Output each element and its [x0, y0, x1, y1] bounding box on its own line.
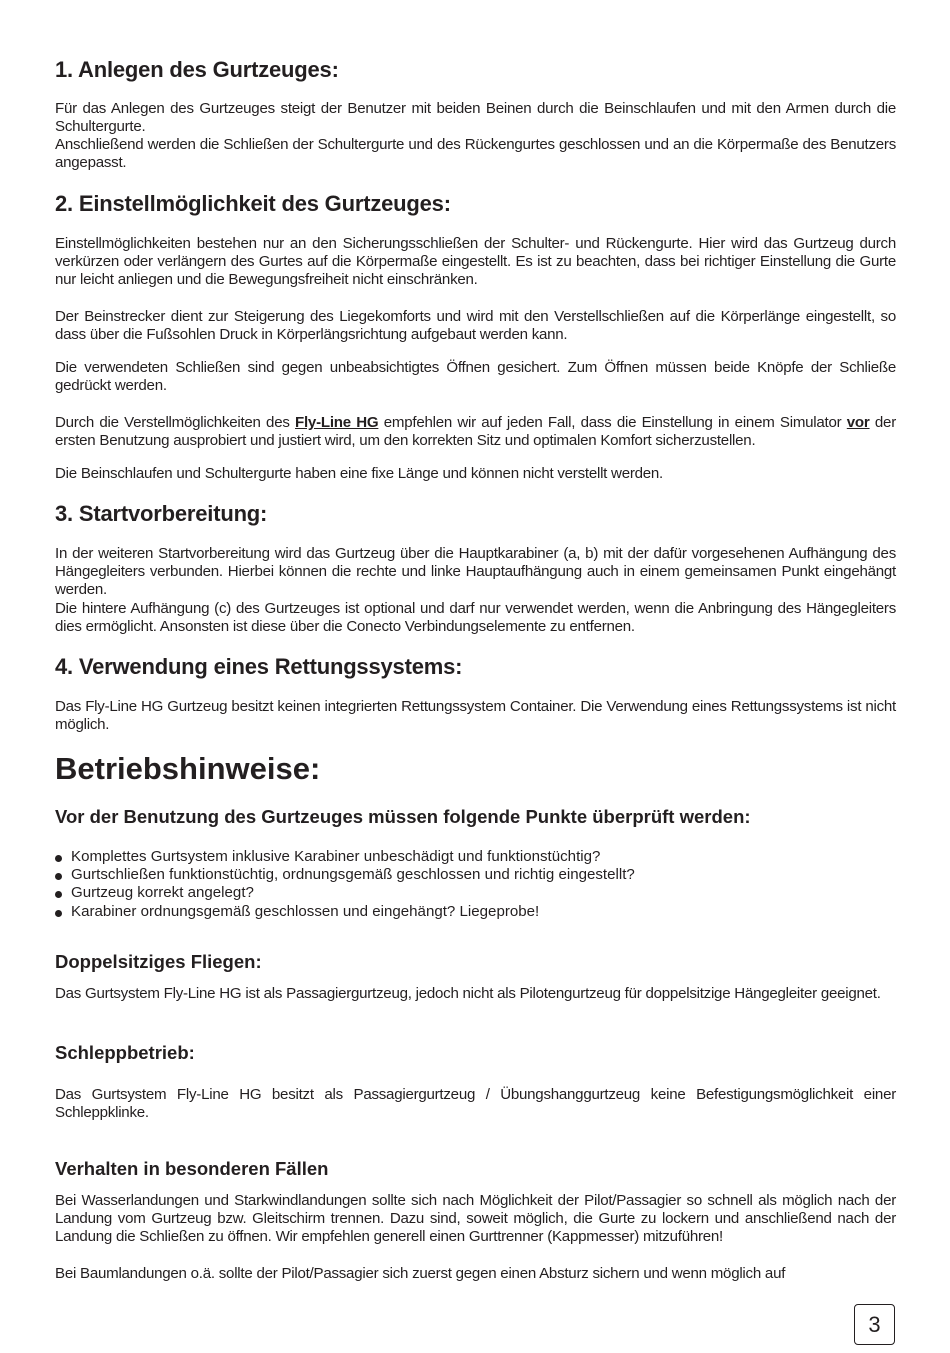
bullet-icon: [55, 873, 62, 880]
text-run: empfehlen wir auf jeden Fall, dass die Einstellung in einem Simulator: [378, 414, 847, 431]
list-item: [55, 903, 896, 921]
doppelsitzig-heading: Doppelsitziges Fliegen:: [55, 951, 262, 972]
emphasis-vor: vor: [846, 414, 870, 431]
list-item: [55, 848, 896, 866]
checklist-heading: Vor der Benutzung des Gurtzeuges müssen folgende Punkte überprüft werden:: [55, 806, 751, 827]
bullet-icon: [55, 891, 62, 898]
section-2-paragraph-2: Der Beinstrecker dient zur Steigerung des Liegekomforts und wird mit den Verstellschließen auf die Körperlänge eingestellt, so dass über die Fußsohlen Druck in Körperlängsrichtung aufgebaut werden kann.: [55, 308, 896, 344]
doppelsitzig-paragraph: Das Gurtsystem Fly-Line HG ist als Passagiergurtzeug, jedoch nicht als Pilotengurtzeug für doppelsitzige Hängegleiter geeignet.: [55, 985, 881, 1002]
section-3-heading: 3. Startvorbereitung:: [55, 501, 268, 526]
section-2-heading: 2. Einstellmöglichkeit des Gurtzeuges:: [55, 191, 451, 216]
product-name: Fly-Line HG: [295, 414, 379, 431]
bullet-icon: [55, 855, 62, 862]
section-3-paragraph-2: Die hintere Aufhängung (c) des Gurtzeuges ist optional und darf nur verwendet werden, wenn die Anbringung des Hängegleiters dies ermöglicht. Ansonsten ist diese über die Conecto Verbindungselemente zu entfernen.: [55, 600, 896, 636]
section-2-paragraph-3: Die verwendeten Schließen sind gegen unbeabsichtigtes Öffnen gesichert. Zum Öffnen müssen beide Knöpfe der Schließe gedrückt werden.: [55, 359, 896, 395]
page-number: 3: [854, 1304, 895, 1345]
section-1-paragraph-1: Für das Anlegen des Gurtzeuges steigt der Benutzer mit beiden Beinen durch die Beinschlaufen und mit den Armen durch die Schultergurte.: [55, 100, 896, 136]
verhalten-paragraph-1: Bei Wasserlandungen und Starkwindlandungen sollte sich nach Möglichkeit der Pilot/Passagier so schnell als möglich nach der Landung vom Gurtzeug bzw. Gleitschirm trennen. Dazu sind, soweit möglich, die Gurte zu lockern und anschließend nach der Landung die Schließen zu öffnen. Wir empfehlen generell einen Gurttrenner (Kappmesser) mitzuführen!: [55, 1192, 896, 1246]
section-3-paragraph-1: In der weiteren Startvorbereitung wird das Gurtzeug über die Hauptkarabiner (a, b) mit der dafür vorgesehenen Aufhängung des Hängegleiters verbunden. Hierbei können die rechte und linke Hauptaufhängung auch in einem gemeinsamen Punkt eingehängt werden.: [55, 545, 896, 599]
betriebshinweise-heading: Betriebshinweise:: [55, 751, 321, 786]
list-item: [55, 866, 896, 884]
bullet-icon: [55, 910, 62, 917]
checklist: [55, 848, 896, 921]
schleppbetrieb-heading: Schleppbetrieb:: [55, 1042, 195, 1063]
section-1-heading: 1. Anlegen des Gurtzeuges:: [55, 57, 339, 82]
list-item-text: Gurtschließen funktionstüchtig, ordnungsgemäß geschlossen und richtig eingestellt?: [71, 866, 635, 884]
section-2-paragraph-5: Die Beinschlaufen und Schultergurte haben eine fixe Länge und können nicht verstellt werden.: [55, 465, 664, 482]
text-run: Durch die Verstellmöglichkeiten des: [55, 414, 296, 431]
text-run: der ersten Benutzung ausprobiert und justiert wird, um den korrekten Sitz und optimalen Komfort sicherzustellen.: [55, 414, 896, 450]
section-4-paragraph-1: Das Fly-Line HG Gurtzeug besitzt keinen integrierten Rettungssystem Container. Die Verwendung eines Rettungssystems ist nicht möglich.: [55, 698, 896, 734]
verhalten-paragraph-2: Bei Baumlandungen o.ä. sollte der Pilot/Passagier sich zuerst gegen einen Absturz sichern und wenn möglich auf: [55, 1265, 786, 1282]
schleppbetrieb-paragraph: Das Gurtsystem Fly-Line HG besitzt als Passagiergurtzeug / Übungshanggurtzeug keine Befestigungsmöglichkeit einer Schleppklinke.: [55, 1086, 896, 1122]
list-item: [55, 884, 896, 902]
verhalten-heading: Verhalten in besonderen Fällen: [55, 1158, 329, 1179]
section-2-paragraph-4: [55, 414, 896, 450]
list-item-text: Komplettes Gurtsystem inklusive Karabiner unbeschädigt und funktionstüchtig?: [71, 848, 601, 865]
list-item-text: Karabiner ordnungsgemäß geschlossen und eingehängt? Liegeprobe!: [71, 902, 540, 920]
section-1-paragraph-2: Anschließend werden die Schließen der Schultergurte und des Rückengurtes geschlossen und an die Körpermaße des Benutzers angepasst.: [55, 136, 896, 172]
list-item-text: Gurtzeug korrekt angelegt?: [71, 884, 254, 902]
section-4-heading: 4. Verwendung eines Rettungssystems:: [55, 654, 463, 679]
section-2-paragraph-1: Einstellmöglichkeiten bestehen nur an den Sicherungsschließen der Schulter- und Rückengurte. Hier wird das Gurtzeug durch verkürzen oder verlängern des Gurtes auf die Körpermaße eingestellt. Es ist zu beachten, dass bei richtiger Einstellung die Gurte nur leicht anliegen und die Bewegungsfreiheit nicht einschränken.: [55, 235, 896, 289]
